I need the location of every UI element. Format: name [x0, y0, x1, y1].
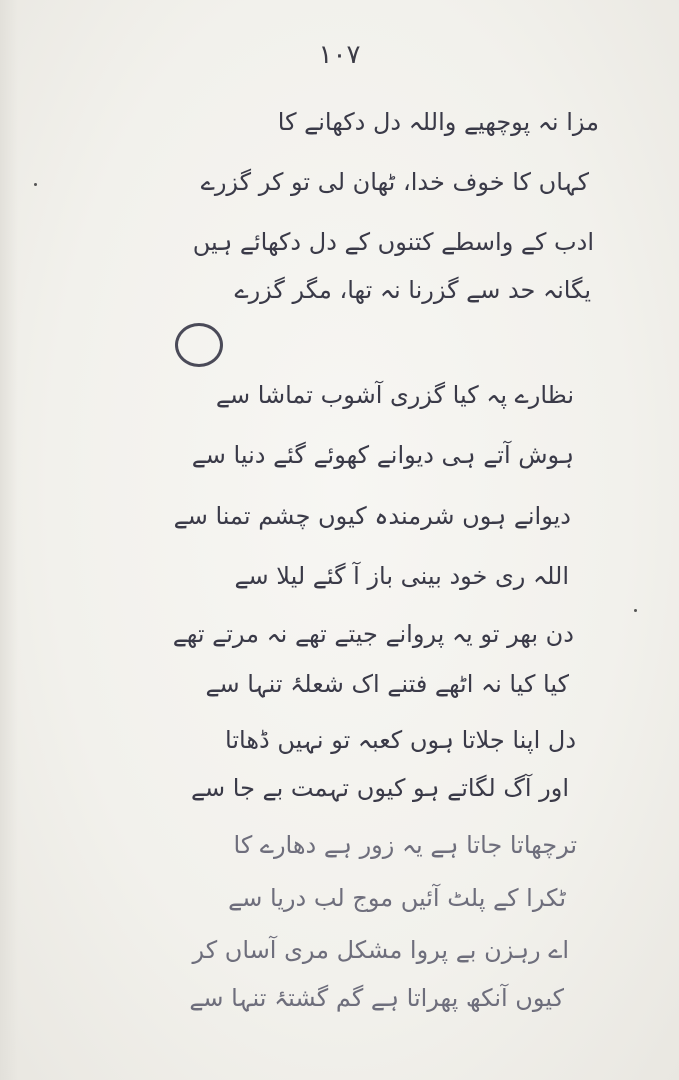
poem-line-16: کیوں آنکھ پھراتا ہے گم گشتۂ تنہا سے	[189, 984, 564, 1012]
poem-line-6: ہوش آتے ہی دیوانے کھوئے گئے دنیا سے	[191, 441, 574, 469]
poem-line-4: یگانہ حد سے گزرنا نہ تھا، مگر گزرے	[234, 276, 591, 304]
poem-line-7: دیوانے ہوں شرمندہ کیوں چشم تمنا سے	[173, 502, 571, 530]
poem-line-1: مزا نہ پوچھیے واللہ دل دکھانے کا	[277, 108, 599, 136]
poem-line-11: دل اپنا جلاتا ہوں کعبہ تو نہیں ڈھاتا	[225, 726, 576, 754]
poem-line-15: اے رہزن بے پروا مشکل مری آساں کر	[192, 936, 569, 964]
poem-line-14: ٹکرا کے پلٹ آئیں موج لب دریا سے	[228, 884, 566, 912]
ink-speck	[634, 609, 637, 612]
poem-line-10: کیا کیا نہ اٹھے فتنے اک شعلۂ تنہا سے	[205, 670, 569, 698]
poem-line-8: اللہ ری خود بینی باز آ گئے لیلا سے	[234, 562, 569, 590]
poem-line-5: نظارے پہ کیا گزری آشوب تماشا سے	[215, 381, 574, 409]
poem-line-3: ادب کے واسطے کتنوں کے دل دکھائے ہیں	[192, 228, 594, 256]
pen-circle-mark	[175, 323, 223, 367]
poem-line-12: اور آگ لگاتے ہو کیوں تہمت بے جا سے	[190, 774, 569, 802]
poem-line-9: دن بھر تو یہ پروانے جیتے تھے نہ مرتے تھے	[172, 620, 574, 648]
ink-speck	[34, 183, 37, 186]
page-number: ۱۰۷	[318, 40, 361, 70]
poem-line-2: کہاں کا خوف خدا، ٹھان لی تو کر گزرے	[200, 168, 589, 196]
poem-line-13: ترچھاتا جاتا ہے یہ زور ہے دھارے کا	[233, 831, 577, 859]
